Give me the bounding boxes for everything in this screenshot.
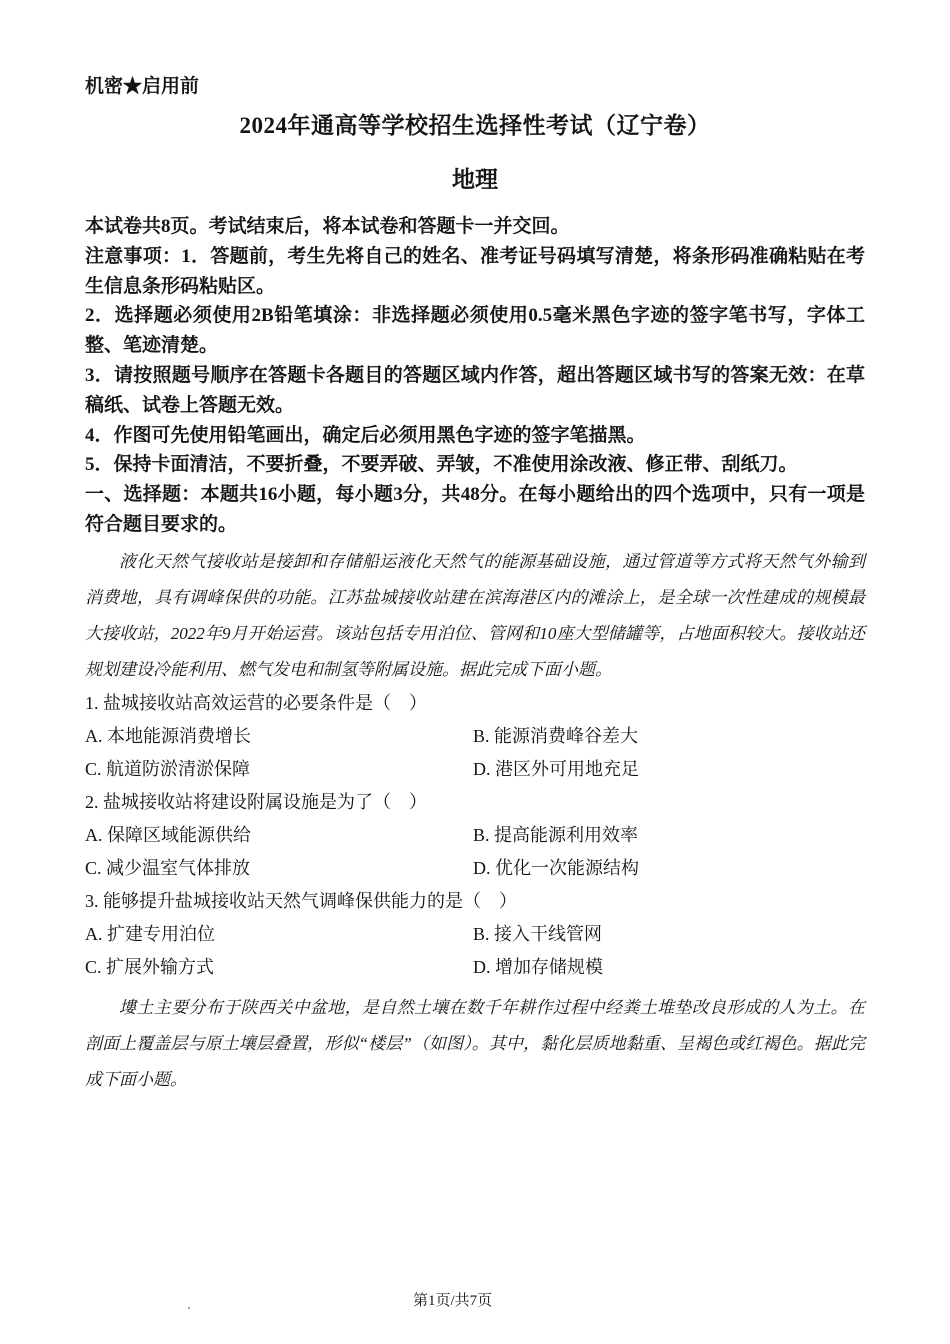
instruction-item-3: 3．请按照题号顺序在答题卡各题目的答题区域内作答，超出答题区域书写的答案无效：在草稿纸、试卷上答题无效。: [85, 364, 865, 416]
subject-title: 地理: [452, 167, 498, 192]
question-3-option-d: D. 增加存储规模: [473, 956, 603, 977]
question-3-stem: 3. 能够提升盐城接收站天然气调峰保供能力的是（ ）: [85, 890, 517, 911]
passage-lng-terminal: 液化天然气接收站是接卸和存储船运液化天然气的能源基础设施，通过管道等方式将天然气外输到消费地，具有调峰保供的功能。江苏盐城接收站建在滨海港区内的滩涂上，是全球一次性建成的规模最大接收站，2022年9月开始运营。该站包括专用泊位、管网和10座大型储罐等，占地面积较大。接收站还规划建设冷能利用、燃气发电和制氢等附属设施。据此完成下面小题。: [85, 551, 865, 679]
question-2-option-b: B. 提高能源利用效率: [473, 824, 639, 845]
question-3-option-a: A. 扩建专用泊位: [85, 923, 215, 944]
instruction-item-2: 2．选择题必须使用2B铅笔填涂：非选择题必须使用0.5毫米黑色字迹的签字笔书写，字体工整、笔迹清楚。: [85, 305, 865, 357]
section-one-heading: 一、选择题：本题共16小题，每小题3分，共48分。在每小题给出的四个选项中，只有一项是符合题目要求的。: [85, 484, 865, 535]
question-2-options-row-2: [85, 858, 865, 879]
question-3-options-row-1: [85, 924, 865, 945]
question-1-option-b: B. 能源消费峰谷差大: [473, 725, 639, 746]
question-2-option-a: A. 保障区域能源供给: [85, 824, 251, 845]
question-3-options-row-2: [85, 957, 865, 978]
question-3-option-b: B. 接入干线管网: [473, 923, 603, 944]
instruction-item-1: 注意事项：1．答题前，考生先将自己的姓名、准考证号码填写清楚，将条形码准确粘贴在考生信息条形码粘贴区。: [85, 245, 865, 297]
question-2-option-d: D. 优化一次能源结构: [473, 857, 639, 878]
instruction-item-4: 4．作图可先使用铅笔画出，确定后必须用黑色字迹的签字笔描黑。: [85, 424, 646, 446]
question-1-option-d: D. 港区外可用地充足: [473, 758, 639, 779]
instruction-item-5: 5．保持卡面清洁，不要折叠，不要弄破、弄皱，不准使用涂改液、修正带、刮纸刀。: [85, 454, 798, 476]
exam-title: 2024年通高等学校招生选择性考试（辽宁卷）: [239, 113, 711, 138]
question-2-option-c: C. 减少温室气体排放: [85, 857, 251, 878]
question-3-option-c: C. 扩展外输方式: [85, 956, 215, 977]
instruction-return-note: 本试卷共8页。考试结束后，将本试卷和答题卡一并交回。: [85, 216, 570, 237]
question-1: [85, 693, 865, 780]
passage-lou-soil: 塿土主要分布于陕西关中盆地，是自然土壤在数千年耕作过程中经粪土堆垫改良形成的人为土。在剖面上覆盖层与原土壤层叠置，形似“楼层”（如图）。其中，黏化层质地黏重、呈褐色或红褐色。据此完成下面小题。: [85, 997, 865, 1089]
scan-artifact-dot: [188, 1307, 190, 1309]
question-1-options-row-1: [85, 726, 865, 747]
question-1-stem: 1. 盐城接收站高效运营的必要条件是（ ）: [85, 692, 427, 713]
question-3: [85, 891, 865, 978]
question-1-options-row-2: [85, 759, 865, 780]
question-1-option-c: C. 航道防淤清淤保障: [85, 758, 251, 779]
question-2: [85, 792, 865, 879]
question-2-options-row-1: [85, 825, 865, 846]
question-2-stem: 2. 盐城接收站将建设附属设施是为了（ ）: [85, 791, 427, 812]
page-number: 第1页/共7页: [413, 1293, 493, 1309]
question-1-option-a: A. 本地能源消费增长: [85, 725, 251, 746]
exam-instructions: [85, 212, 865, 480]
confidential-marking: 机密★启用前: [85, 76, 200, 97]
